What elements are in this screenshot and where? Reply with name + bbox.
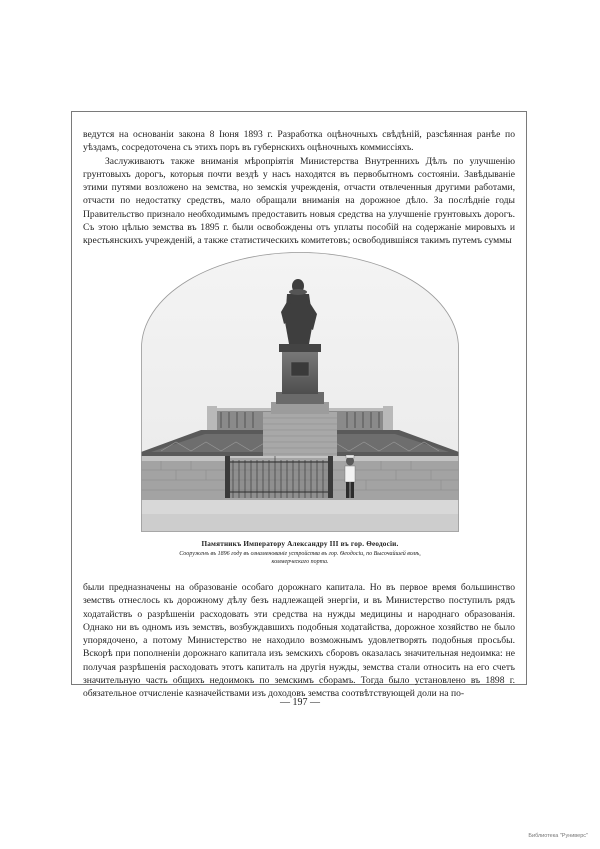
library-stamp: Библиотека "Руниверс" (528, 833, 588, 839)
paragraph: Заслуживаютъ также вниманія мѣропріятія Министерства Внутреннихъ Дѣлъ по улучшенію грунтовыхъ дорогъ, которыя почти вездѣ у насъ находятся въ первобытномъ состояніи. Завѣдываніе этими путями возложено на земства, но земскія учрежденія, отчасти отвлеченныя другими работами, отчасти по недостатку средствъ, мало обращали вниманія на дорожное дѣло. За послѣдніе годы Правительство признало необходимымъ предоставить новыя средства на улучшеніе грунтовыхъ дорогъ. Съ этою цѣлью земства въ 1895 г. были освобождены отъ уплаты пособій на содержаніе мировыхъ и крестьянскихъ учрежденій, а также статистическихъ комитетовъ; освободившіяся такимъ путемъ суммы (83, 155, 515, 247)
figure-caption-subtitle: Сооруженъ въ 1896 году въ ознаменованіе устройства въ гор. Ѳеодосіи, по Высочайшей волѣ, коммерческаго порта. (179, 551, 421, 565)
bottom-text-block (83, 581, 515, 701)
monument-photograph (141, 252, 459, 532)
paragraph: ведутся на основаніи закона 8 Іюня 1893 г. Разработка оцѣночныхъ свѣдѣній, разсѣянная ранѣе по уѣздамъ, сосредоточена съ этихъ поръ въ губернскихъ оцѣночныхъ коммиссіяхъ. (83, 129, 515, 154)
figure-caption-title: Памятникъ Императору Александру III въ гор. Ѳеодосіи. (201, 540, 399, 548)
page-number: — 197 — (280, 697, 320, 708)
paragraph: были предназначены на образованіе особаго дорожнаго капитала. Но въ первое время большинство земствъ отнеслось къ дорожному дѣлу безъ надлежащей энергіи, и въ Министерство поступилъ рядъ ходатайствъ о разрѣшеніи расходовать эти средства на нужды медицины и народнаго образованія. Однако ни въ одномъ изъ земствъ, возбуждавшихъ подобныя ходатайства, дорожное хозяйство не было упорядочено, а потому Министерство не находило возможнымъ удовлетворять подобныя просьбы. Вскорѣ при пополненіи дорожнаго капитала изъ земскихъ сборовъ оказалась значительная недоимка: не получая разрѣшенія расходовать этотъ капиталъ на другія нужды, земства стали относить на его счетъ значительную часть общихъ недоимокъ по земскимъ сборамъ. Тогда было установлено въ 1898 г. обязательное отчисленіе казначействами изъ доходовъ земства соотвѣтствующей доли на по- (83, 582, 515, 700)
top-text-block (83, 128, 515, 248)
